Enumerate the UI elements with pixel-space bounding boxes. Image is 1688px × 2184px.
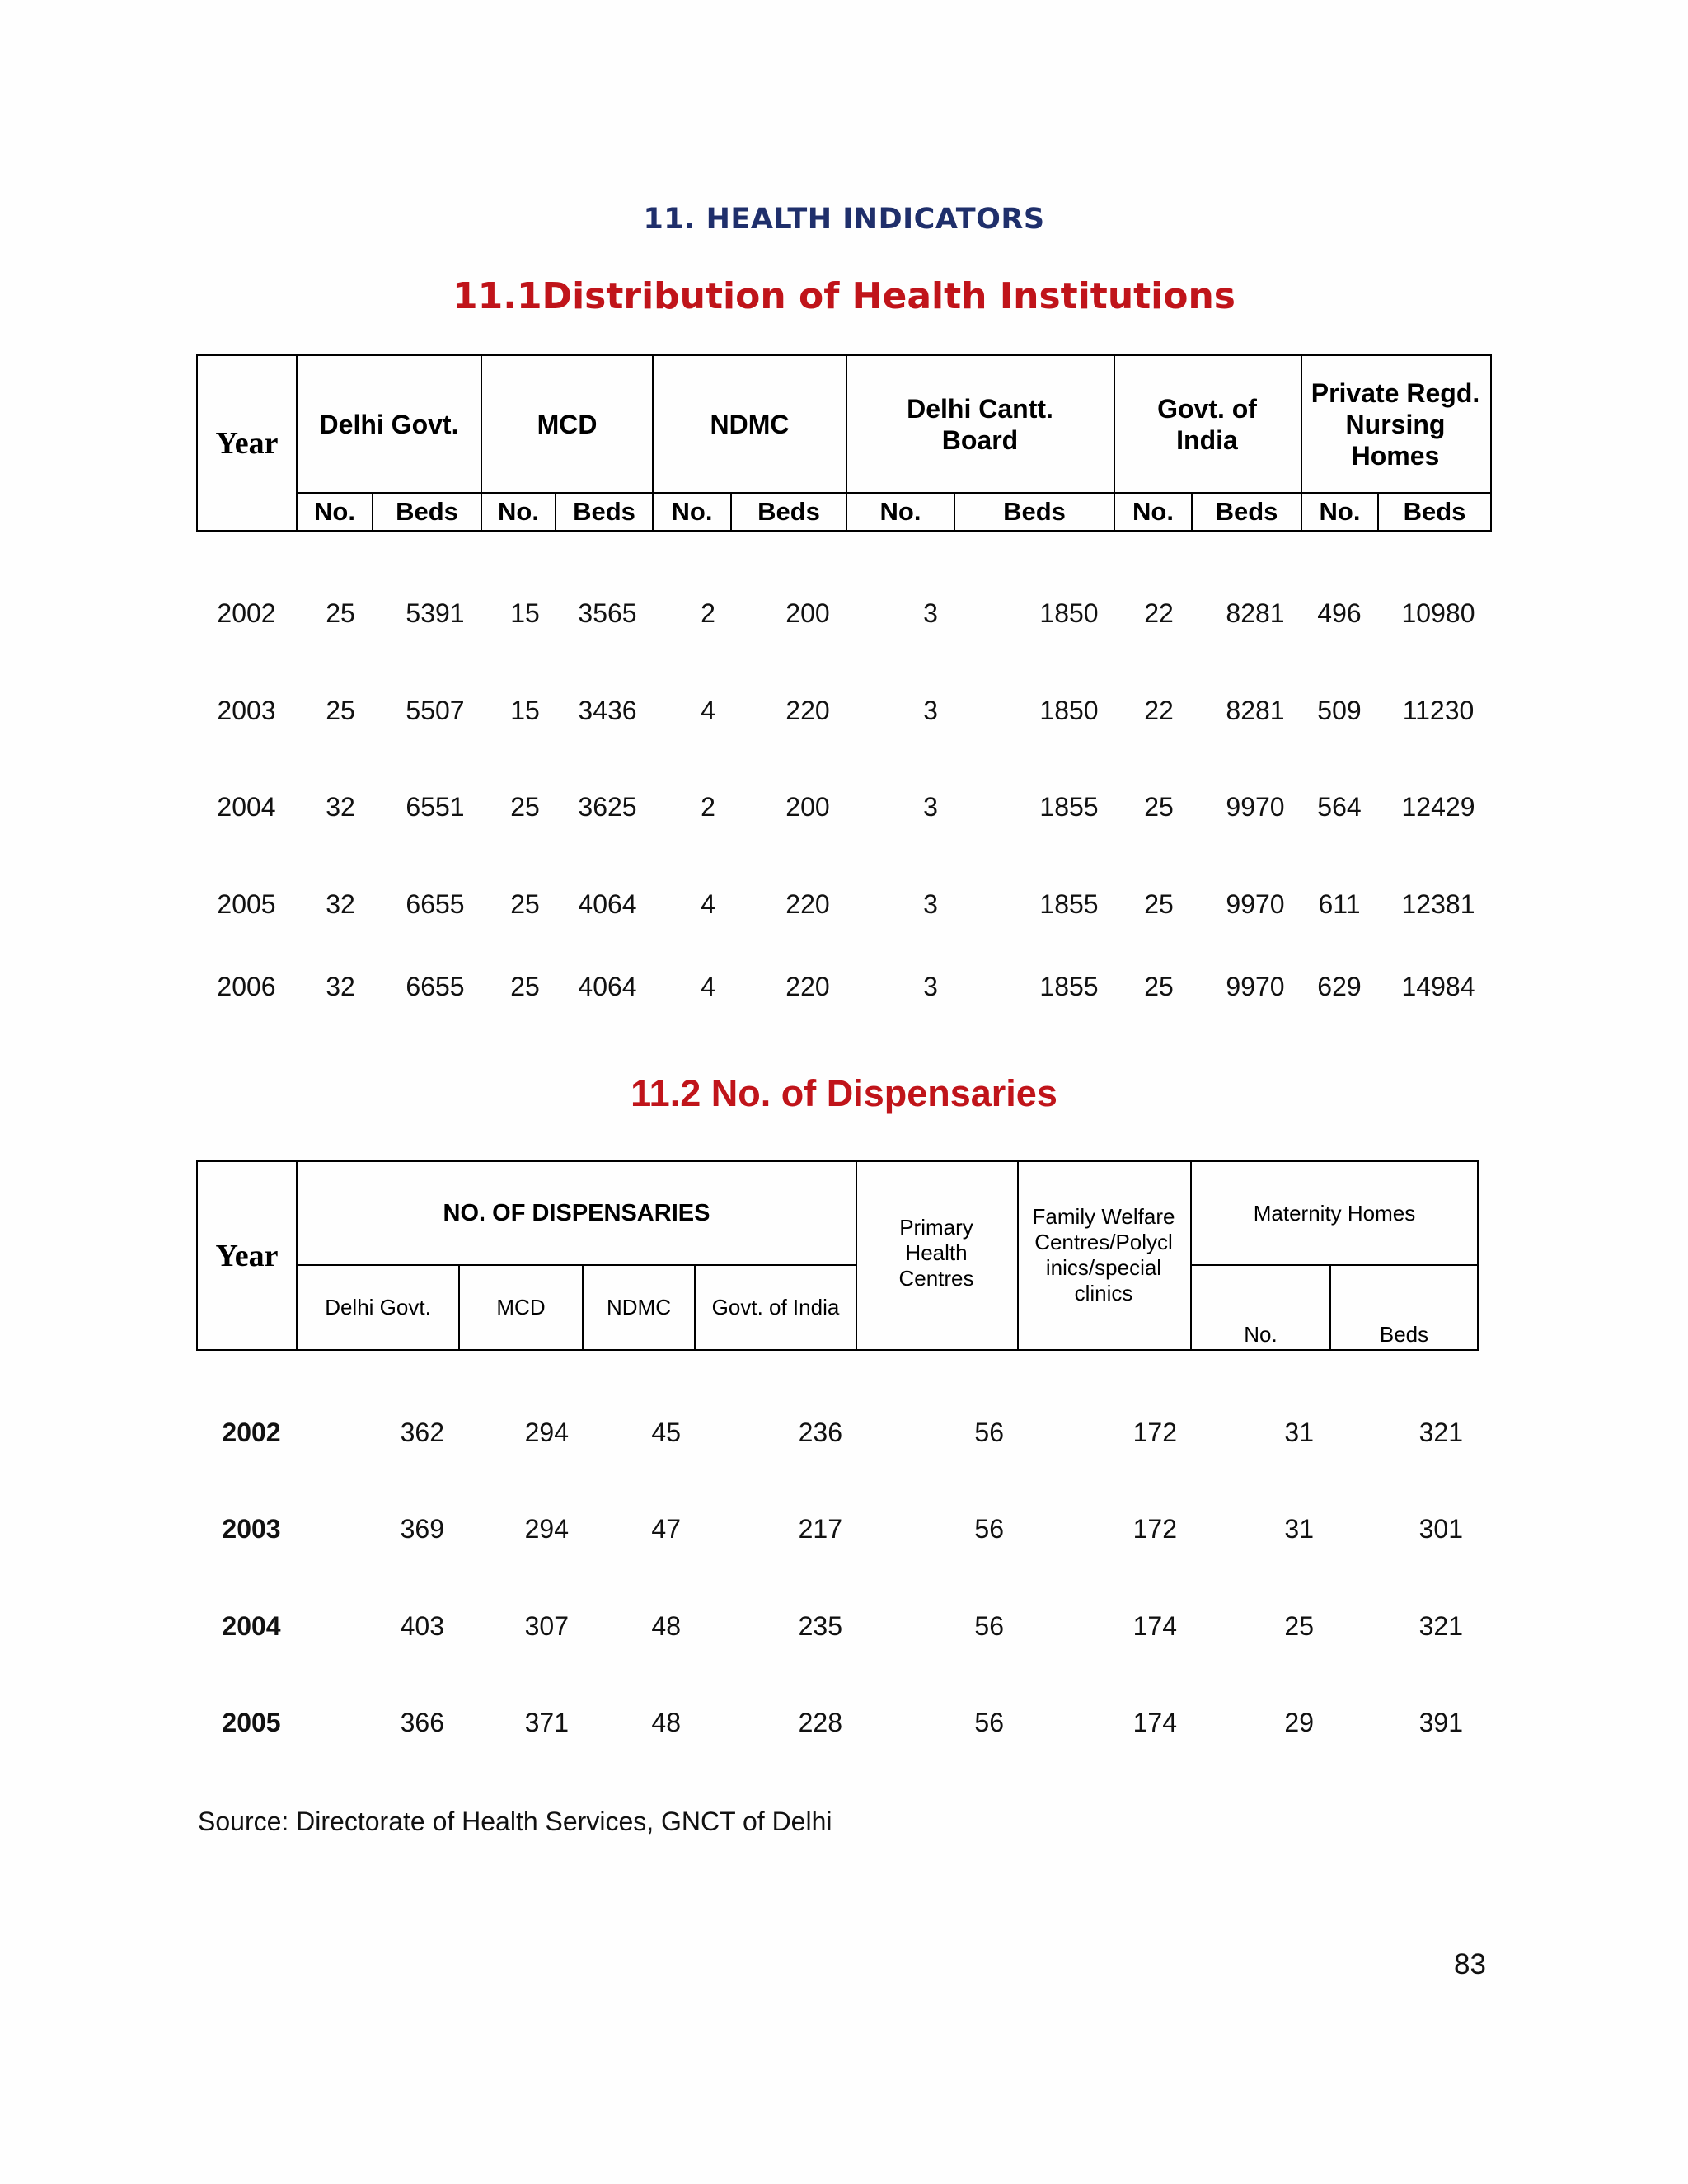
table1-subheader: No. — [314, 497, 355, 526]
table2-cell: 47 — [651, 1514, 681, 1544]
table2-header-delhi-govt: Delhi Govt. — [325, 1295, 431, 1319]
table1-cell: 25 — [1144, 889, 1174, 919]
table2-cell: 294 — [524, 1514, 569, 1544]
table2-cell: 217 — [798, 1514, 842, 1544]
table2-cell: 45 — [651, 1418, 681, 1447]
table1-cell: 32 — [326, 792, 355, 822]
table1-subheader: No. — [498, 497, 539, 526]
table2-row — [0, 1512, 1688, 1545]
table1-cell: 9970 — [1226, 889, 1285, 919]
table1-header-govt-of-india: Govt. of India — [1157, 393, 1257, 455]
table1-cell: 25 — [510, 889, 540, 919]
table2-cell: 174 — [1132, 1611, 1177, 1641]
table2-cell: 2002 — [222, 1418, 281, 1447]
table1-cell: 564 — [1317, 792, 1362, 822]
table1-row — [0, 888, 1688, 921]
table1-cell: 629 — [1317, 972, 1362, 1001]
table1-cell: 25 — [326, 696, 355, 725]
table2-cell: 301 — [1418, 1514, 1463, 1544]
table1-cell: 509 — [1317, 696, 1362, 725]
table1-subheader: No. — [879, 497, 921, 526]
table1-title: 11.1Distribution of Health Institutions — [452, 275, 1236, 317]
table2-header-primary-health-centres: Primary Health Centres — [898, 1214, 974, 1291]
table1-row — [0, 597, 1688, 630]
table1-row — [0, 790, 1688, 823]
table2-cell: 366 — [400, 1708, 444, 1737]
table1-cell: 6551 — [406, 792, 465, 822]
table1-cell: 1855 — [1039, 972, 1099, 1001]
table1-cell: 2 — [701, 598, 715, 628]
table1-header-delhi-cantt-board: Delhi Cantt. Board — [907, 393, 1053, 455]
table2-cell: 31 — [1284, 1514, 1314, 1544]
table1-cell: 9970 — [1226, 972, 1285, 1001]
table1-cell: 1850 — [1039, 598, 1099, 628]
table2-cell: 25 — [1284, 1611, 1314, 1641]
table2-row — [0, 1706, 1688, 1739]
table2-header-govt-of-india: Govt. of India — [711, 1295, 840, 1319]
table2-cell: 172 — [1132, 1514, 1177, 1544]
table1-subheader: No. — [1319, 497, 1361, 526]
table2-cell: 56 — [974, 1418, 1004, 1447]
table1-cell: 25 — [326, 598, 355, 628]
table2-cell: 56 — [974, 1514, 1004, 1544]
table2-header-maternity-no: No. — [1244, 1321, 1278, 1347]
table1-cell: 25 — [1144, 792, 1174, 822]
table1-subheader: No. — [671, 497, 713, 526]
table1-cell: 3565 — [578, 598, 637, 628]
table1-cell: 6655 — [406, 972, 465, 1001]
table1-subheader: Beds — [1215, 497, 1278, 526]
table2-cell: 2005 — [222, 1708, 281, 1737]
table1-cell: 32 — [326, 972, 355, 1001]
table1-header-private-nursing-homes: Private Regd. Nursing Homes — [1311, 377, 1480, 471]
page-heading: 11. HEALTH INDICATORS — [643, 203, 1045, 236]
table2-row — [0, 1416, 1688, 1449]
table1-cell: 22 — [1144, 696, 1174, 725]
table1-subheader: No. — [1132, 497, 1174, 526]
table1-cell: 611 — [1318, 889, 1361, 919]
table2-cell: 31 — [1284, 1418, 1314, 1447]
table1-cell: 11230 — [1402, 696, 1475, 725]
table1-cell: 4064 — [578, 972, 637, 1001]
table1-cell: 12381 — [1401, 889, 1475, 919]
table2-cell: 294 — [524, 1418, 569, 1447]
table1-cell: 10980 — [1401, 598, 1475, 628]
table2-cell: 172 — [1132, 1418, 1177, 1447]
table1-cell: 2 — [701, 792, 715, 822]
page-number: 83 — [1454, 1948, 1486, 1980]
source-note: Source: Directorate of Health Services, GNCT of Delhi — [198, 1807, 832, 1836]
table1-cell: 9970 — [1226, 792, 1285, 822]
table2-cell: 29 — [1284, 1708, 1314, 1737]
table2-cell: 391 — [1418, 1708, 1463, 1737]
table2-cell: 2004 — [222, 1611, 281, 1641]
table2-cell: 56 — [974, 1611, 1004, 1641]
table1-cell: 2003 — [217, 696, 276, 725]
table1-cell: 2004 — [217, 792, 276, 822]
table1-cell: 25 — [510, 972, 540, 1001]
table1-cell: 1855 — [1039, 792, 1099, 822]
table1-cell: 1855 — [1039, 889, 1099, 919]
table1-cell: 200 — [785, 792, 830, 822]
table1-cell: 5507 — [406, 696, 465, 725]
table1-cell: 15 — [510, 696, 540, 725]
table1-subheader: Beds — [396, 497, 458, 526]
table1-cell: 8281 — [1226, 598, 1285, 628]
table1-cell: 220 — [785, 972, 830, 1001]
table1-row — [0, 694, 1688, 727]
table2-cell: 369 — [400, 1514, 444, 1544]
table1-row — [0, 970, 1688, 1003]
table1-cell: 14984 — [1401, 972, 1475, 1001]
table2-cell: 48 — [651, 1611, 681, 1641]
table1-cell: 1850 — [1039, 696, 1099, 725]
table2-title: 11.2 No. of Dispensaries — [631, 1072, 1057, 1114]
table1-cell: 6655 — [406, 889, 465, 919]
table2-row — [0, 1610, 1688, 1643]
table1-cell: 25 — [1144, 972, 1174, 1001]
table2-cell: 321 — [1418, 1418, 1463, 1447]
table1-header-delhi-govt: Delhi Govt. — [319, 409, 459, 439]
table2-header-maternity-homes: Maternity Homes — [1253, 1200, 1416, 1226]
table2-cell: 371 — [524, 1708, 569, 1737]
table2-header-family-welfare-centres: Family Welfare Centres/Polycl inics/special clinics — [1032, 1203, 1175, 1305]
table1-cell: 32 — [326, 889, 355, 919]
table1-cell: 3436 — [578, 696, 637, 725]
table1-cell: 2006 — [217, 972, 276, 1001]
table1-cell: 22 — [1144, 598, 1174, 628]
table1-cell: 220 — [785, 696, 830, 725]
table1-cell: 25 — [510, 792, 540, 822]
table1-year-header: Year — [215, 425, 279, 461]
table2-cell: 362 — [400, 1418, 444, 1447]
table1-cell: 4 — [701, 972, 715, 1001]
table1-subheader: Beds — [1403, 497, 1466, 526]
table2-header-ndmc: NDMC — [607, 1295, 671, 1319]
table1-cell: 3 — [923, 889, 938, 919]
table1-cell: 220 — [785, 889, 830, 919]
table1-cell: 4 — [701, 696, 715, 725]
table2-cell: 48 — [651, 1708, 681, 1737]
table2-dispensaries-header: NO. OF DISPENSARIES — [443, 1200, 710, 1226]
table2-cell: 403 — [400, 1611, 444, 1641]
table1-cell: 3 — [923, 598, 938, 628]
table1-cell: 4064 — [578, 889, 637, 919]
table1-header-mcd: MCD — [537, 409, 598, 439]
table2-cell: 307 — [524, 1611, 569, 1641]
table1-header-ndmc: NDMC — [710, 409, 790, 439]
table1-cell: 3 — [923, 972, 938, 1001]
table2-cell: 174 — [1132, 1708, 1177, 1737]
table1-cell: 4 — [701, 889, 715, 919]
table2-cell: 235 — [798, 1611, 842, 1641]
table2-cell: 228 — [798, 1708, 842, 1737]
table1-subheader: Beds — [757, 497, 820, 526]
table1-cell: 200 — [785, 598, 830, 628]
table1-cell: 3 — [923, 696, 938, 725]
table2-header-mcd: MCD — [496, 1295, 546, 1319]
table2-year-header: Year — [215, 1238, 279, 1273]
table1-cell: 8281 — [1226, 696, 1285, 725]
table2-cell: 2003 — [222, 1514, 281, 1544]
table1-cell: 3 — [923, 792, 938, 822]
table1-cell: 15 — [510, 598, 540, 628]
table1-cell: 5391 — [406, 598, 465, 628]
table1-cell: 496 — [1317, 598, 1362, 628]
table2-cell: 321 — [1418, 1611, 1463, 1641]
table1-cell: 2002 — [217, 598, 276, 628]
table1-cell: 12429 — [1401, 792, 1475, 822]
table1-subheader: Beds — [573, 497, 635, 526]
table1-cell: 2005 — [217, 889, 276, 919]
table2-cell: 56 — [974, 1708, 1004, 1737]
table1-cell: 3625 — [578, 792, 637, 822]
table2-cell: 236 — [798, 1418, 842, 1447]
table1-subheader: Beds — [1003, 497, 1066, 526]
table2-header-maternity-beds: Beds — [1379, 1321, 1429, 1347]
